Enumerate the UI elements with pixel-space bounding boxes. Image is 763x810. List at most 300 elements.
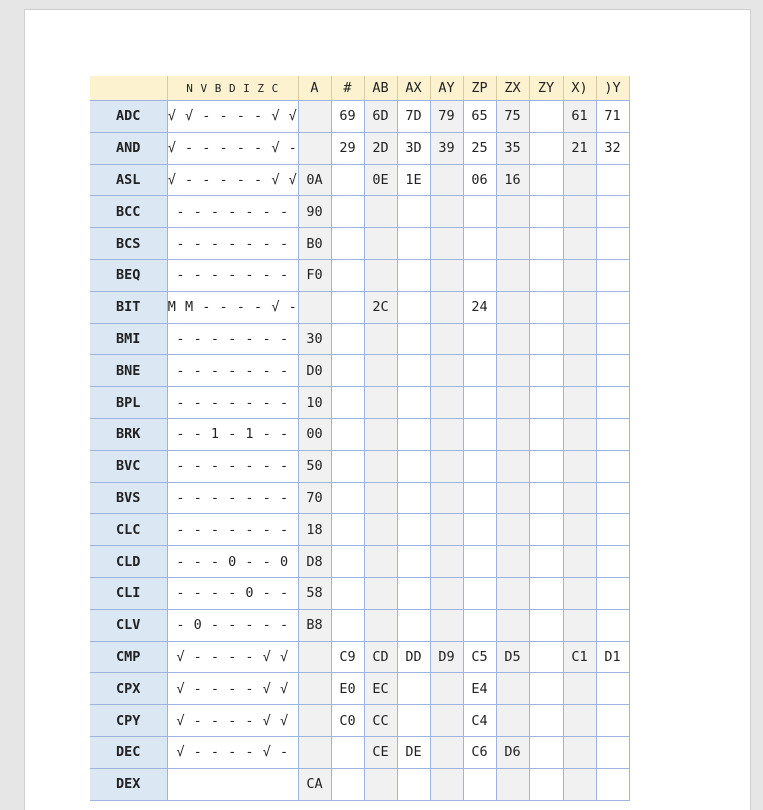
header-indirect-y: )Y: [596, 76, 629, 101]
header-zero-page-x: ZX: [496, 76, 529, 101]
opcode-absolute: [364, 450, 397, 482]
opcode-table: [90, 76, 630, 801]
opcode-indirect-y: [596, 291, 629, 323]
opcode-indirect-x: [563, 705, 596, 737]
opcode-zero-page-y: [529, 736, 563, 768]
opcode-zero-page: 65: [463, 101, 496, 133]
header-absolute-y: AY: [430, 76, 463, 101]
opcode-accumulator: [298, 705, 331, 737]
table-row: [90, 291, 629, 323]
opcode-indirect-y: [596, 323, 629, 355]
opcode-zero-page-y: [529, 164, 563, 196]
opcode-immediate: [331, 736, 364, 768]
opcode-zero-page-x: 35: [496, 132, 529, 164]
opcode-zero-page: [463, 514, 496, 546]
table-row: [90, 355, 629, 387]
header-mnemonic: [90, 76, 167, 101]
opcode-absolute-x: [397, 546, 430, 578]
opcode-zero-page: [463, 418, 496, 450]
opcode-accumulator: CA: [298, 768, 331, 800]
opcode-zero-page-x: [496, 355, 529, 387]
opcode-absolute-x: [397, 514, 430, 546]
opcode-zero-page-x: [496, 482, 529, 514]
header-zero-page: ZP: [463, 76, 496, 101]
opcode-indirect-x: [563, 196, 596, 228]
opcode-zero-page: [463, 577, 496, 609]
opcode-zero-page-y: [529, 609, 563, 641]
opcode-accumulator: [298, 641, 331, 673]
opcode-indirect-x: [563, 323, 596, 355]
opcode-indirect-x: [563, 228, 596, 260]
mnemonic-cell: BVC: [90, 450, 167, 482]
opcode-indirect-x: [563, 450, 596, 482]
opcode-indirect-y: [596, 577, 629, 609]
opcode-indirect-y: 71: [596, 101, 629, 133]
opcode-absolute-x: [397, 609, 430, 641]
opcode-zero-page-y: [529, 418, 563, 450]
opcode-absolute: [364, 323, 397, 355]
opcode-indirect-x: [563, 546, 596, 578]
opcode-accumulator: [298, 291, 331, 323]
opcode-accumulator: [298, 673, 331, 705]
opcode-absolute-y: [430, 418, 463, 450]
opcode-absolute-y: 79: [430, 101, 463, 133]
table-row: [90, 387, 629, 419]
header-absolute: AB: [364, 76, 397, 101]
mnemonic-cell: CPX: [90, 673, 167, 705]
table-row: [90, 164, 629, 196]
opcode-absolute-x: DE: [397, 736, 430, 768]
opcode-zero-page-y: [529, 514, 563, 546]
table-row: [90, 196, 629, 228]
flags-cell: [167, 768, 298, 800]
opcode-accumulator: F0: [298, 259, 331, 291]
mnemonic-cell: BIT: [90, 291, 167, 323]
opcode-zero-page-y: [529, 546, 563, 578]
opcode-absolute: 0E: [364, 164, 397, 196]
flags-cell: √ - - - - √ -: [167, 736, 298, 768]
opcode-zero-page-x: [496, 673, 529, 705]
opcode-accumulator: [298, 132, 331, 164]
flags-cell: M M - - - - √ -: [167, 291, 298, 323]
opcode-accumulator: 0A: [298, 164, 331, 196]
opcode-absolute-x: [397, 482, 430, 514]
opcode-absolute-y: [430, 514, 463, 546]
opcode-zero-page: C4: [463, 705, 496, 737]
flags-cell: - - - - - - -: [167, 450, 298, 482]
opcode-zero-page-x: D6: [496, 736, 529, 768]
flags-cell: - - - - 0 - -: [167, 577, 298, 609]
opcode-zero-page: [463, 196, 496, 228]
opcode-indirect-x: 21: [563, 132, 596, 164]
opcode-zero-page-x: [496, 450, 529, 482]
opcode-indirect-y: [596, 164, 629, 196]
opcode-zero-page: [463, 768, 496, 800]
opcode-indirect-x: 61: [563, 101, 596, 133]
opcode-absolute-x: [397, 768, 430, 800]
opcode-absolute: [364, 196, 397, 228]
opcode-absolute-y: D9: [430, 641, 463, 673]
opcode-immediate: [331, 387, 364, 419]
opcode-accumulator: 00: [298, 418, 331, 450]
table-row: [90, 673, 629, 705]
mnemonic-cell: BCS: [90, 228, 167, 260]
opcode-immediate: 69: [331, 101, 364, 133]
opcode-indirect-x: [563, 387, 596, 419]
mnemonic-cell: BEQ: [90, 259, 167, 291]
mnemonic-cell: CLC: [90, 514, 167, 546]
opcode-absolute-x: [397, 355, 430, 387]
opcode-absolute-y: [430, 482, 463, 514]
opcode-indirect-x: C1: [563, 641, 596, 673]
opcode-accumulator: [298, 101, 331, 133]
header-immediate: #: [331, 76, 364, 101]
opcode-accumulator: 18: [298, 514, 331, 546]
flags-cell: - - - - - - -: [167, 514, 298, 546]
opcode-zero-page: [463, 482, 496, 514]
opcode-zero-page-x: [496, 323, 529, 355]
opcode-zero-page-x: [496, 609, 529, 641]
opcode-absolute-y: [430, 259, 463, 291]
opcode-absolute-x: [397, 418, 430, 450]
opcode-absolute-y: [430, 355, 463, 387]
opcode-indirect-x: [563, 418, 596, 450]
opcode-zero-page-x: 16: [496, 164, 529, 196]
opcode-absolute-y: [430, 291, 463, 323]
opcode-absolute: EC: [364, 673, 397, 705]
table-row: [90, 132, 629, 164]
flags-cell: - - - - - - -: [167, 387, 298, 419]
opcode-zero-page-y: [529, 291, 563, 323]
opcode-accumulator: 10: [298, 387, 331, 419]
opcode-absolute: [364, 228, 397, 260]
opcode-absolute-x: DD: [397, 641, 430, 673]
opcode-immediate: [331, 323, 364, 355]
opcode-zero-page-x: [496, 768, 529, 800]
flags-cell: - - - - - - -: [167, 482, 298, 514]
opcode-indirect-y: [596, 705, 629, 737]
opcode-zero-page: [463, 387, 496, 419]
mnemonic-cell: BCC: [90, 196, 167, 228]
mnemonic-cell: DEX: [90, 768, 167, 800]
table-row: [90, 705, 629, 737]
flags-cell: √ - - - - √ √: [167, 641, 298, 673]
flags-cell: √ - - - - - √ -: [167, 132, 298, 164]
header-zero-page-y: ZY: [529, 76, 563, 101]
opcode-zero-page: 25: [463, 132, 496, 164]
opcode-indirect-x: [563, 768, 596, 800]
opcode-absolute-x: 7D: [397, 101, 430, 133]
opcode-absolute: [364, 577, 397, 609]
flags-cell: - - 1 - 1 - -: [167, 418, 298, 450]
opcode-indirect-y: [596, 609, 629, 641]
opcode-accumulator: B8: [298, 609, 331, 641]
opcode-absolute-y: [430, 736, 463, 768]
mnemonic-cell: BVS: [90, 482, 167, 514]
opcode-absolute-y: [430, 387, 463, 419]
opcode-accumulator: D0: [298, 355, 331, 387]
opcode-zero-page: [463, 355, 496, 387]
table-row: [90, 101, 629, 133]
opcode-zero-page: [463, 323, 496, 355]
opcode-absolute-y: [430, 768, 463, 800]
opcode-immediate: [331, 418, 364, 450]
opcode-absolute: [364, 546, 397, 578]
opcode-immediate: [331, 164, 364, 196]
opcode-absolute-y: 39: [430, 132, 463, 164]
mnemonic-cell: AND: [90, 132, 167, 164]
mnemonic-cell: CPY: [90, 705, 167, 737]
opcode-zero-page-x: D5: [496, 641, 529, 673]
opcode-immediate: [331, 546, 364, 578]
mnemonic-cell: ADC: [90, 101, 167, 133]
mnemonic-cell: CLI: [90, 577, 167, 609]
table-row: [90, 514, 629, 546]
opcode-indirect-y: 32: [596, 132, 629, 164]
table-row: [90, 259, 629, 291]
document-page: [24, 9, 751, 810]
opcode-zero-page: 24: [463, 291, 496, 323]
opcode-immediate: E0: [331, 673, 364, 705]
table-row: [90, 450, 629, 482]
opcode-indirect-y: [596, 387, 629, 419]
opcode-accumulator: 50: [298, 450, 331, 482]
opcode-immediate: [331, 450, 364, 482]
opcode-absolute-y: [430, 228, 463, 260]
opcode-indirect-x: [563, 164, 596, 196]
opcode-zero-page: C6: [463, 736, 496, 768]
opcode-indirect-x: [563, 259, 596, 291]
opcode-indirect-y: [596, 450, 629, 482]
opcode-zero-page: C5: [463, 641, 496, 673]
opcode-absolute-x: [397, 387, 430, 419]
opcode-absolute-y: [430, 705, 463, 737]
opcode-absolute-y: [430, 609, 463, 641]
opcode-absolute: 2D: [364, 132, 397, 164]
opcode-zero-page: [463, 259, 496, 291]
opcode-zero-page-y: [529, 387, 563, 419]
opcode-absolute-x: [397, 450, 430, 482]
opcode-indirect-x: [563, 577, 596, 609]
opcode-absolute: 2C: [364, 291, 397, 323]
opcode-absolute: [364, 768, 397, 800]
opcode-absolute: 6D: [364, 101, 397, 133]
opcode-immediate: [331, 355, 364, 387]
opcode-absolute-y: [430, 323, 463, 355]
opcode-immediate: [331, 482, 364, 514]
mnemonic-cell: BMI: [90, 323, 167, 355]
opcode-indirect-y: [596, 418, 629, 450]
opcode-absolute-x: [397, 196, 430, 228]
opcode-absolute-y: [430, 450, 463, 482]
opcode-indirect-y: [596, 514, 629, 546]
opcode-indirect-x: [563, 355, 596, 387]
opcode-absolute: CE: [364, 736, 397, 768]
opcode-zero-page-x: [496, 546, 529, 578]
opcode-indirect-y: [596, 259, 629, 291]
opcode-immediate: [331, 514, 364, 546]
opcode-zero-page-x: [496, 514, 529, 546]
table-row: [90, 768, 629, 800]
opcode-immediate: [331, 196, 364, 228]
table-row: [90, 546, 629, 578]
opcode-zero-page: [463, 546, 496, 578]
opcode-absolute-x: 3D: [397, 132, 430, 164]
table-row: [90, 641, 629, 673]
opcode-indirect-y: [596, 196, 629, 228]
opcode-zero-page-x: [496, 196, 529, 228]
opcode-zero-page-y: [529, 323, 563, 355]
opcode-zero-page-x: [496, 259, 529, 291]
opcode-absolute-x: [397, 259, 430, 291]
table-row: [90, 323, 629, 355]
opcode-accumulator: D8: [298, 546, 331, 578]
mnemonic-cell: CLV: [90, 609, 167, 641]
opcode-immediate: C0: [331, 705, 364, 737]
opcode-indirect-y: [596, 768, 629, 800]
opcode-immediate: [331, 259, 364, 291]
flags-cell: - 0 - - - - -: [167, 609, 298, 641]
flags-cell: √ - - - - √ √: [167, 673, 298, 705]
opcode-zero-page: [463, 228, 496, 260]
opcode-absolute: [364, 482, 397, 514]
opcode-indirect-y: [596, 228, 629, 260]
opcode-accumulator: B0: [298, 228, 331, 260]
mnemonic-cell: DEC: [90, 736, 167, 768]
opcode-zero-page: E4: [463, 673, 496, 705]
flags-cell: √ - - - - √ √: [167, 705, 298, 737]
opcode-absolute: [364, 609, 397, 641]
opcode-zero-page-y: [529, 673, 563, 705]
opcode-indirect-x: [563, 736, 596, 768]
mnemonic-cell: BNE: [90, 355, 167, 387]
flags-cell: √ √ - - - - √ √: [167, 101, 298, 133]
flags-cell: - - - 0 - - 0: [167, 546, 298, 578]
table-row: [90, 609, 629, 641]
opcode-accumulator: 58: [298, 577, 331, 609]
opcode-zero-page-y: [529, 196, 563, 228]
opcode-absolute-x: [397, 228, 430, 260]
opcode-indirect-x: [563, 482, 596, 514]
opcode-absolute: [364, 387, 397, 419]
table-row: [90, 228, 629, 260]
opcode-zero-page-x: [496, 228, 529, 260]
opcode-zero-page: [463, 450, 496, 482]
opcode-zero-page-y: [529, 450, 563, 482]
opcode-absolute-x: [397, 291, 430, 323]
opcode-absolute: [364, 514, 397, 546]
opcode-zero-page: [463, 609, 496, 641]
opcode-immediate: 29: [331, 132, 364, 164]
opcode-indirect-x: [563, 673, 596, 705]
header-accumulator: A: [298, 76, 331, 101]
opcode-absolute-y: [430, 164, 463, 196]
opcode-indirect-y: [596, 546, 629, 578]
opcode-zero-page-x: [496, 577, 529, 609]
opcode-absolute-y: [430, 196, 463, 228]
opcode-zero-page-y: [529, 577, 563, 609]
opcode-absolute-y: [430, 673, 463, 705]
opcode-indirect-x: [563, 514, 596, 546]
table-row: [90, 418, 629, 450]
mnemonic-cell: ASL: [90, 164, 167, 196]
mnemonic-cell: CMP: [90, 641, 167, 673]
mnemonic-cell: BRK: [90, 418, 167, 450]
flags-cell: - - - - - - -: [167, 259, 298, 291]
opcode-absolute: [364, 355, 397, 387]
opcode-indirect-x: [563, 291, 596, 323]
header-row: [90, 76, 629, 101]
opcode-zero-page-x: [496, 387, 529, 419]
opcode-zero-page-y: [529, 228, 563, 260]
opcode-zero-page-y: [529, 768, 563, 800]
opcode-absolute: CD: [364, 641, 397, 673]
opcode-immediate: [331, 577, 364, 609]
opcode-accumulator: [298, 736, 331, 768]
opcode-zero-page-x: [496, 291, 529, 323]
opcode-absolute-y: [430, 546, 463, 578]
table-row: [90, 577, 629, 609]
opcode-zero-page-y: [529, 355, 563, 387]
flags-cell: - - - - - - -: [167, 228, 298, 260]
opcode-zero-page-y: [529, 641, 563, 673]
opcode-indirect-y: [596, 355, 629, 387]
opcode-immediate: [331, 228, 364, 260]
opcode-absolute: [364, 418, 397, 450]
opcode-accumulator: 30: [298, 323, 331, 355]
opcode-zero-page-x: 75: [496, 101, 529, 133]
table-row: [90, 482, 629, 514]
header-flags: N V B D I Z C: [167, 76, 298, 101]
flags-cell: - - - - - - -: [167, 323, 298, 355]
flags-cell: - - - - - - -: [167, 196, 298, 228]
flags-cell: √ - - - - - √ √: [167, 164, 298, 196]
opcode-zero-page-y: [529, 705, 563, 737]
opcode-immediate: [331, 768, 364, 800]
opcode-zero-page-y: [529, 259, 563, 291]
opcode-zero-page-x: [496, 705, 529, 737]
header-indirect-x: X): [563, 76, 596, 101]
opcode-indirect-y: [596, 736, 629, 768]
opcode-absolute-x: [397, 323, 430, 355]
opcode-zero-page-x: [496, 418, 529, 450]
opcode-accumulator: 70: [298, 482, 331, 514]
mnemonic-cell: CLD: [90, 546, 167, 578]
opcode-immediate: C9: [331, 641, 364, 673]
table-row: [90, 736, 629, 768]
opcode-zero-page-y: [529, 101, 563, 133]
opcode-absolute-y: [430, 577, 463, 609]
opcode-zero-page: 06: [463, 164, 496, 196]
opcode-indirect-x: [563, 609, 596, 641]
opcode-absolute: [364, 259, 397, 291]
opcode-accumulator: 90: [298, 196, 331, 228]
opcode-immediate: [331, 291, 364, 323]
opcode-absolute-x: [397, 705, 430, 737]
opcode-zero-page-y: [529, 482, 563, 514]
opcode-indirect-y: D1: [596, 641, 629, 673]
opcode-zero-page-y: [529, 132, 563, 164]
opcode-indirect-y: [596, 482, 629, 514]
opcode-absolute-x: [397, 577, 430, 609]
flags-cell: - - - - - - -: [167, 355, 298, 387]
opcode-absolute-x: 1E: [397, 164, 430, 196]
opcode-immediate: [331, 609, 364, 641]
header-absolute-x: AX: [397, 76, 430, 101]
mnemonic-cell: BPL: [90, 387, 167, 419]
opcode-absolute-x: [397, 673, 430, 705]
opcode-absolute: CC: [364, 705, 397, 737]
